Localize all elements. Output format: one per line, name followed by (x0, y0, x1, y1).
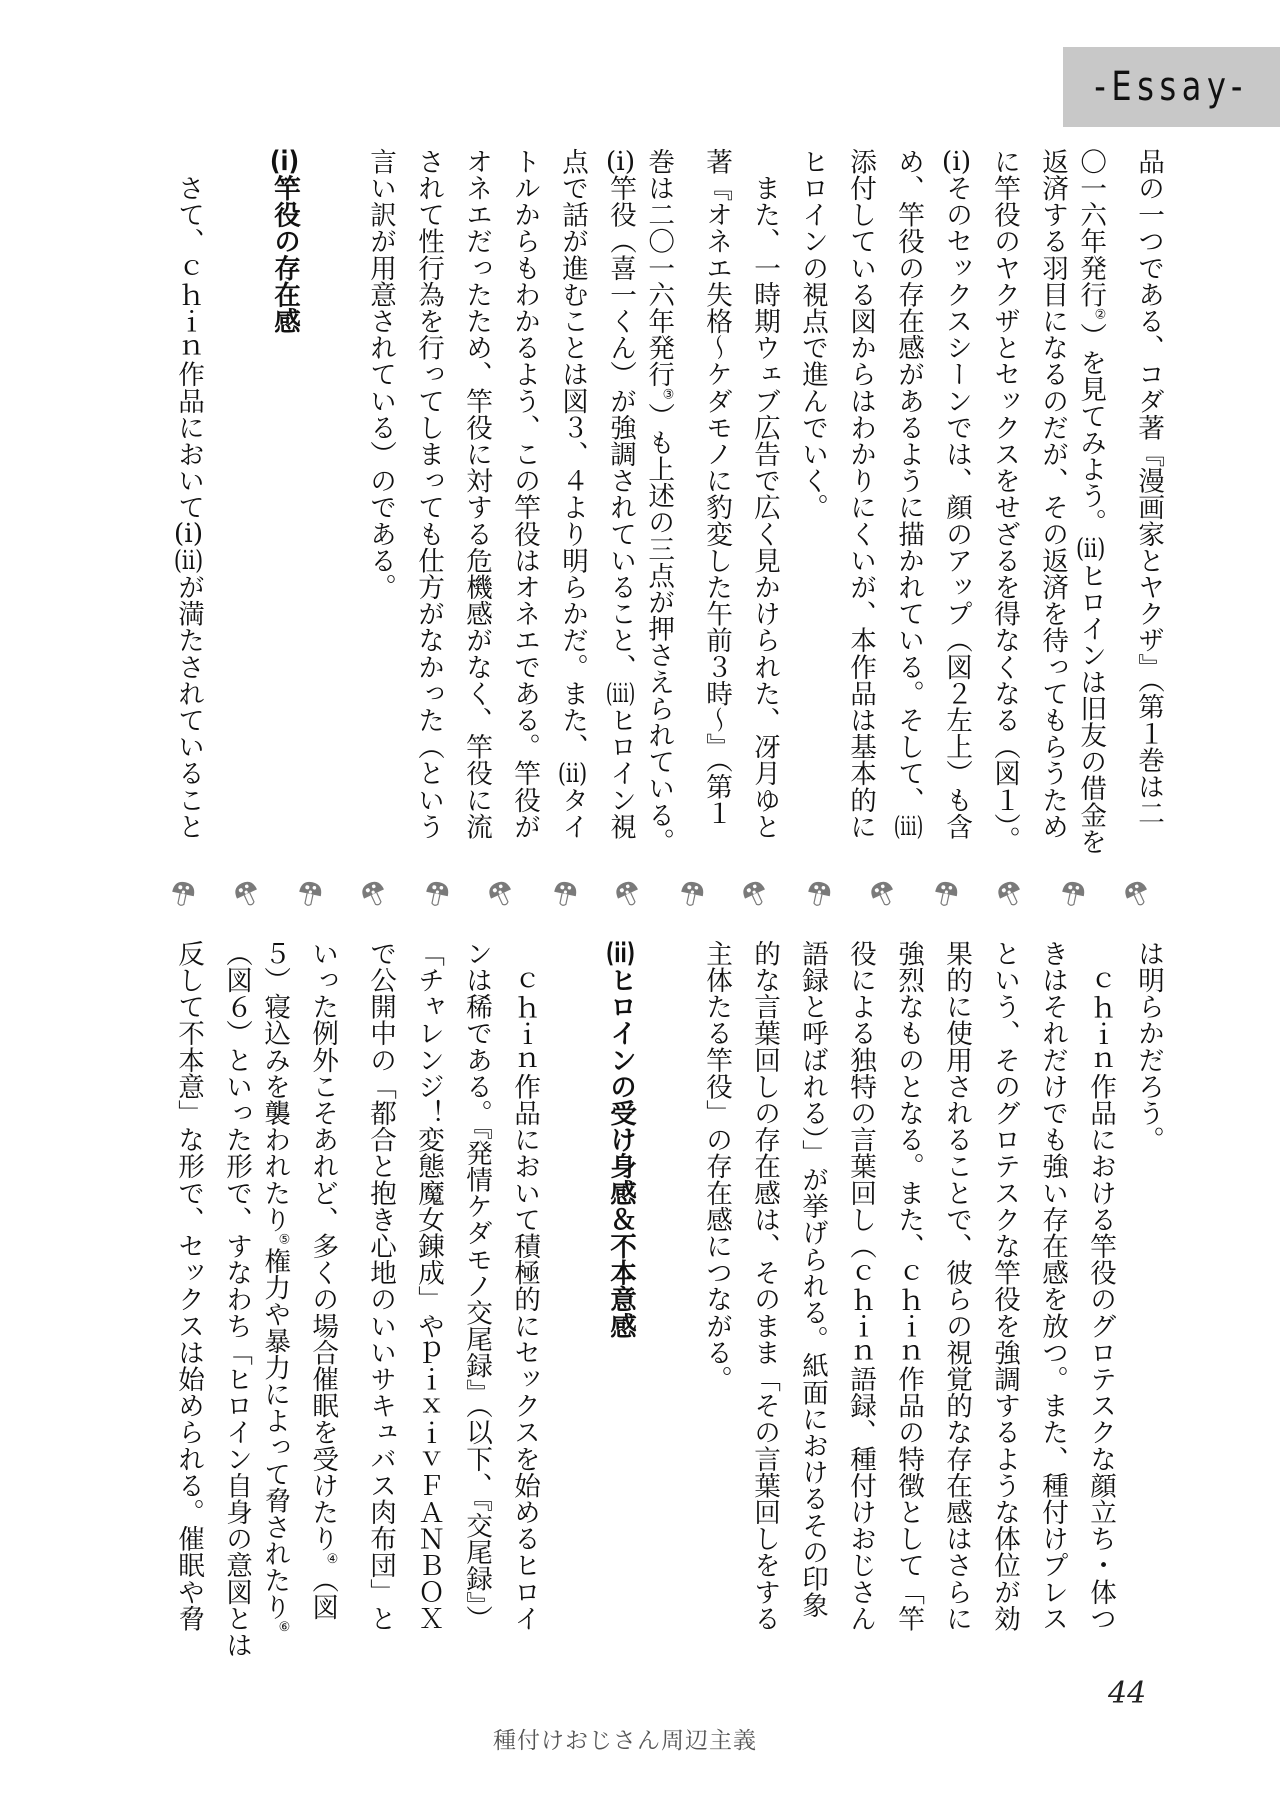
mushroom-icon (992, 876, 1027, 912)
mushroom-icon (865, 876, 900, 912)
text-run: め、竿役の存在感があるように描かれている。そして、 (893, 148, 924, 813)
text-run: 言い訳が用意されている）のである。 (365, 148, 396, 601)
text-run: 果的に使用されることで、彼らの視覚的な存在感はさらに (941, 940, 972, 1632)
mushroom-icon (803, 878, 834, 911)
text-run: ５）寝込みを襲われたり (259, 940, 291, 1233)
text-line (308, 940, 356, 1652)
mushroom-icon (549, 878, 580, 911)
footnote-marker: ④ (325, 1551, 340, 1567)
item-marker: (iii) (893, 813, 924, 840)
text-run: そのセックスシーンでは、顔のアップ（図２左上）も含 (941, 174, 972, 840)
footnote-marker: ⑥ (277, 1620, 292, 1636)
item-marker: (i) (173, 520, 204, 547)
text-run: ｃｈｉｎ作品において積極的にセックスを始めるヒロイ (509, 940, 540, 1632)
book-title-footer: 種付けおじさん周辺主義 (493, 1728, 757, 1754)
text-run: 添付している図からはわかりにくいが、本作品は基本的に (845, 148, 876, 840)
text-run: 反して不本意」な形で、セックスは始められる。催眠や脅 (173, 940, 204, 1632)
footnote-marker: ⑤ (277, 1232, 292, 1248)
text-run: 竿役（喜一くん）が強調されていること、 (605, 174, 636, 680)
text-run: 的な言葉回しの存在感は、そのまま「その言葉回しをする (749, 940, 780, 1632)
text-run: という、そのグロテスクな竿役を強調するような体位が効 (989, 940, 1020, 1632)
text-line (836, 940, 884, 1652)
text-line (932, 940, 980, 1652)
text-run: は明らかだろう。 (1133, 940, 1164, 1153)
item-marker: (i) (605, 148, 636, 175)
text-line (788, 148, 836, 848)
footnote-marker: ③ (661, 387, 676, 403)
item-marker: (ii) (605, 940, 636, 967)
text-run: タイ (557, 786, 588, 840)
text-line (1028, 940, 1076, 1652)
text-run: ）も上述の三点が押さえられている。 (643, 402, 675, 855)
text-line (404, 148, 452, 848)
mushroom-icon (229, 876, 264, 912)
mushroom-icon (610, 876, 645, 912)
item-marker: (i) (269, 148, 300, 175)
page-number: 44 (1108, 1676, 1147, 1711)
text-run: が満たされていること (173, 573, 204, 840)
text-run: 竿役の存在感 (269, 174, 300, 335)
mushroom-icon (931, 878, 962, 911)
text-line (164, 148, 212, 848)
text-line (692, 148, 740, 848)
mushroom-icon (167, 878, 198, 911)
text-run: 点で話が進むことは図３、４より明らかだ。また、 (557, 148, 588, 760)
section-heading (596, 940, 644, 1652)
text-run: ヒロインの受け身感＆不本意感 (605, 966, 636, 1339)
text-line (356, 940, 404, 1652)
mushroom-icon (1058, 878, 1089, 911)
blank-line (212, 148, 260, 848)
section-label-box (1063, 47, 1280, 127)
text-run: ヒロインは旧友の借金を (1075, 562, 1107, 855)
top-text-block (164, 148, 1172, 855)
item-marker: (iii) (605, 680, 636, 707)
text-run: で公開中の「都合と抱き心地のいいサキュバス肉布団」と (365, 940, 396, 1632)
mushroom-icon (676, 878, 707, 911)
blank-line (548, 940, 596, 1652)
text-run: 著『オネエ失格～ケダモノに豹変した午前３時～』（第１ (701, 148, 732, 827)
text-run: トルからもわかるよう、この竿役はオネエである。竿役が (509, 148, 540, 840)
mushroom-icon (295, 878, 326, 911)
text-run: ヒロイン視 (605, 706, 636, 840)
bottom-text-block (164, 940, 1172, 1659)
mushroom-icon (738, 876, 773, 912)
text-line (740, 940, 788, 1652)
mushroom-icon (356, 876, 391, 912)
text-line (356, 148, 404, 848)
text-line (1028, 148, 1076, 848)
text-line (788, 940, 836, 1652)
text-line (404, 940, 452, 1652)
text-line (452, 940, 500, 1652)
blank-line (308, 148, 356, 848)
mushroom-icon (422, 878, 453, 911)
text-line (548, 148, 596, 848)
text-line (1075, 148, 1124, 855)
text-run: 返済する羽目になるのだが、その返済を待ってもらうため (1037, 148, 1068, 840)
text-run: ンは稀である。『発情ケダモノ交尾録』（以下、『交尾録』） (461, 940, 492, 1632)
text-run: に竿役のヤクザとセックスをせざるを得なくなる（図１）。 (989, 148, 1020, 853)
text-line (452, 148, 500, 848)
text-line (500, 148, 548, 848)
mushroom-divider (170, 880, 1170, 910)
text-run: オネエだったため、竿役に対する危機感がなく、竿役に流 (461, 148, 492, 840)
text-line (980, 148, 1028, 853)
text-line (643, 148, 692, 855)
text-line (1124, 148, 1172, 848)
text-run: いった例外こそあれど、多くの場合催眠を受けたり (307, 940, 339, 1552)
item-marker: (i) (941, 148, 972, 175)
text-line (164, 940, 212, 1652)
text-line (836, 148, 884, 848)
text-line (692, 940, 740, 1652)
text-line (740, 148, 788, 848)
text-run: 〇一六年発行 (1075, 148, 1107, 308)
text-line (1076, 940, 1124, 1652)
text-line (500, 940, 548, 1652)
text-line (212, 940, 260, 1659)
footnote-marker: ② (1093, 307, 1108, 323)
text-run: （図 (307, 1566, 339, 1621)
item-marker: (ii) (1076, 535, 1106, 563)
text-run: きはそれだけでも強い存在感を放つ。また、種付けプレス (1037, 940, 1068, 1632)
mushroom-icon (483, 876, 518, 912)
item-marker: (ii) (173, 547, 204, 574)
text-run: ｃｈｉｎ作品における竿役のグロテスクな顔立ち・体つ (1085, 940, 1116, 1632)
text-line (884, 940, 932, 1652)
text-run: されて性行為を行ってしまっても仕方がなかった（という (413, 148, 444, 840)
text-run: 役による独特の言葉回し（ｃｈｉｎ語録、種付けおじさん (845, 940, 876, 1632)
section-heading (260, 148, 308, 848)
text-line (1124, 940, 1172, 1652)
item-marker: (ii) (557, 759, 588, 787)
text-run: 主体たる竿役」の存在感につながる。 (701, 940, 732, 1393)
text-run: 品の一つである、コダ著『漫画家とヤクザ』（第１巻は二 (1133, 148, 1164, 827)
text-run: ヒロインの視点で進んでいく。 (797, 148, 828, 521)
blank-line (644, 940, 692, 1652)
text-line (932, 148, 980, 848)
text-line (884, 148, 932, 848)
text-run: 権力や暴力によって脅されたり (259, 1247, 291, 1621)
text-run: ）を見てみよう。 (1075, 322, 1107, 536)
text-line (596, 148, 644, 848)
section-label: -Essay- (1094, 64, 1249, 110)
text-run: 「チャレンジ！変態魔女錬成」やｐｉｘｉｖＦＡＮＢＯＸ (413, 940, 444, 1632)
text-run: さて、ｃｈｉｎ作品において (173, 148, 204, 521)
text-run: 語録と呼ばれる）」が挙げられる。紙面におけるその印象 (797, 940, 828, 1619)
text-run: 巻は二〇一六年発行 (643, 148, 675, 388)
text-run: （図６）といった形で、すなわち「ヒロイン自身の意図とは (221, 940, 252, 1659)
text-run: 強烈なものとなる。また、ｃｈｉｎ作品の特徴として「竿 (893, 940, 924, 1632)
mushroom-icon (1119, 876, 1154, 912)
text-line (980, 940, 1028, 1652)
text-run: また、一時期ウェブ広告で広く見かけられた、冴月ゆと (749, 148, 780, 840)
